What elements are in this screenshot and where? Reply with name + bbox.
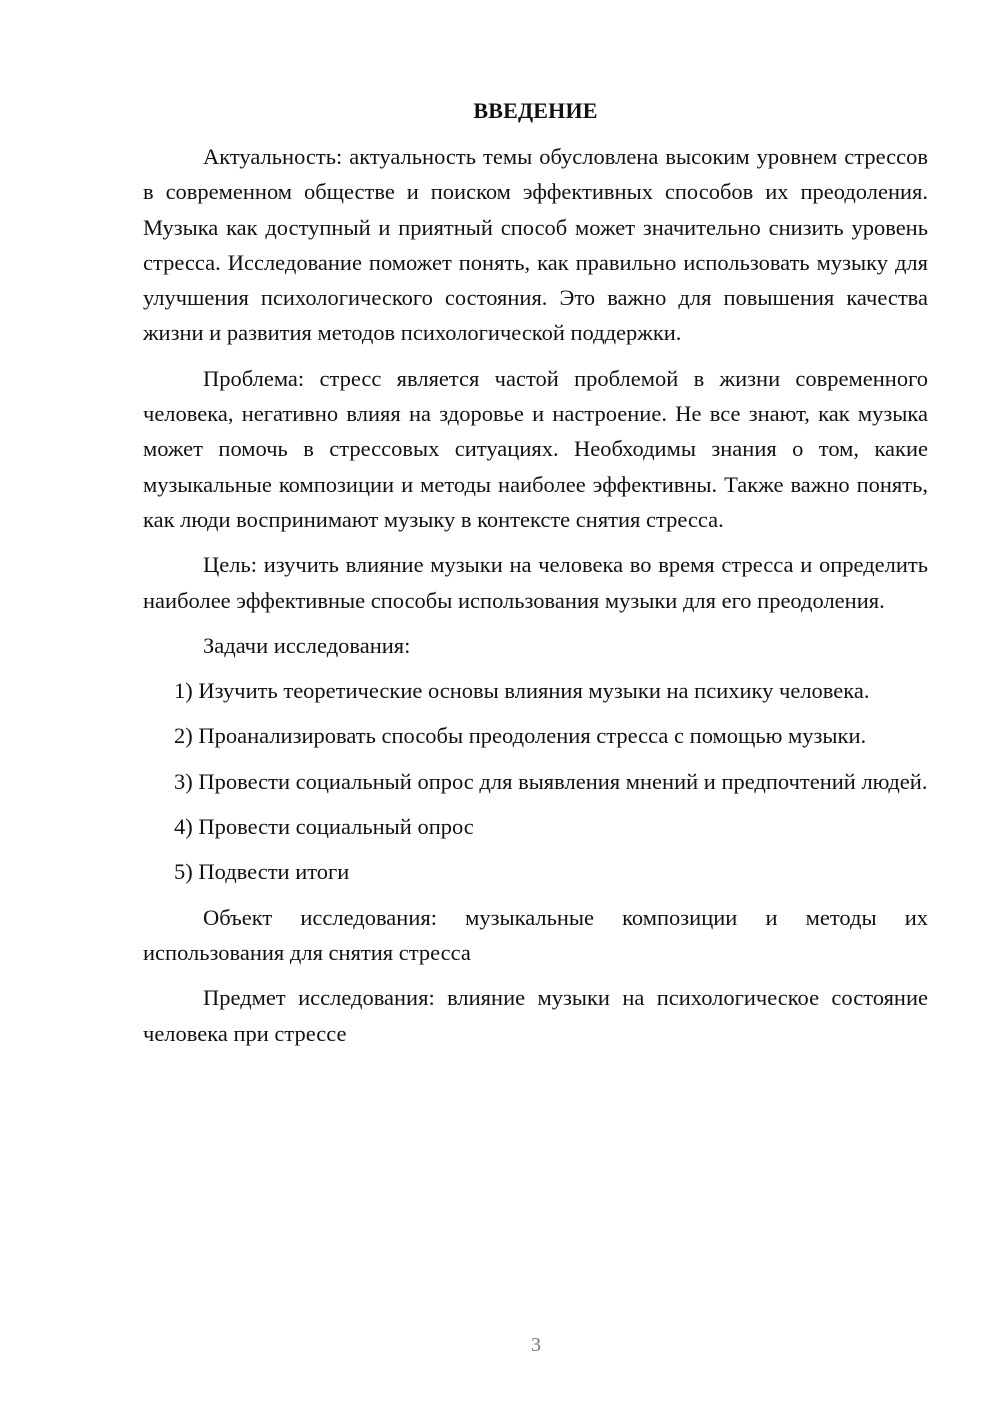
task-item: 2) Проанализировать способы преодоления стресса с помощью музыки.	[174, 723, 867, 749]
subject-paragraph: Предмет исследования: влияние музыки на психологическое состояние человека при стрессе	[143, 985, 928, 1046]
task-item: 3) Провести социальный опрос для выявления мнений и предпочтений людей.	[174, 768, 928, 794]
page-content	[143, 95, 928, 1061]
task-item: 5) Подвести итоги	[174, 859, 350, 885]
object-paragraph: Объект исследования: музыкальные композиции и методы их использования для снятия стресса	[143, 904, 928, 965]
page-number: 3	[531, 1334, 541, 1356]
section-heading: ВВЕДЕНИЕ	[473, 98, 598, 123]
problem-paragraph: Проблема: стресс является частой проблемой в жизни современного человека, негативно влияя на здоровье и настроение. Не все знают, как музыка может помочь в стрессовых ситуациях. Необходимы знания о том, какие музыкальные композиции и методы наиболее эффективны. Также важно понять, как люди воспринимают музыку в контексте снятия стресса.	[143, 365, 928, 532]
relevance-paragraph: Актуальность: актуальность темы обусловлена высоким уровнем стрессов в современном обществе и поиском эффективных способов их преодоления. Музыка как доступный и приятный способ может значительно снизить уровень стресса. Исследование поможет понять, как правильно использовать музыку для улучшения психологического состояния. Это важно для повышения качества жизни и развития методов психологической поддержки.	[143, 144, 928, 346]
task-item: 1) Изучить теоретические основы влияния музыки на психику человека.	[174, 678, 870, 704]
task-item: 4) Провести социальный опрос	[174, 814, 474, 840]
tasks-title: Задачи исследования:	[203, 632, 411, 658]
goal-paragraph: Цель: изучить влияние музыки на человека во время стресса и определить наиболее эффективные способы использования музыки для его преодоления.	[143, 552, 928, 613]
